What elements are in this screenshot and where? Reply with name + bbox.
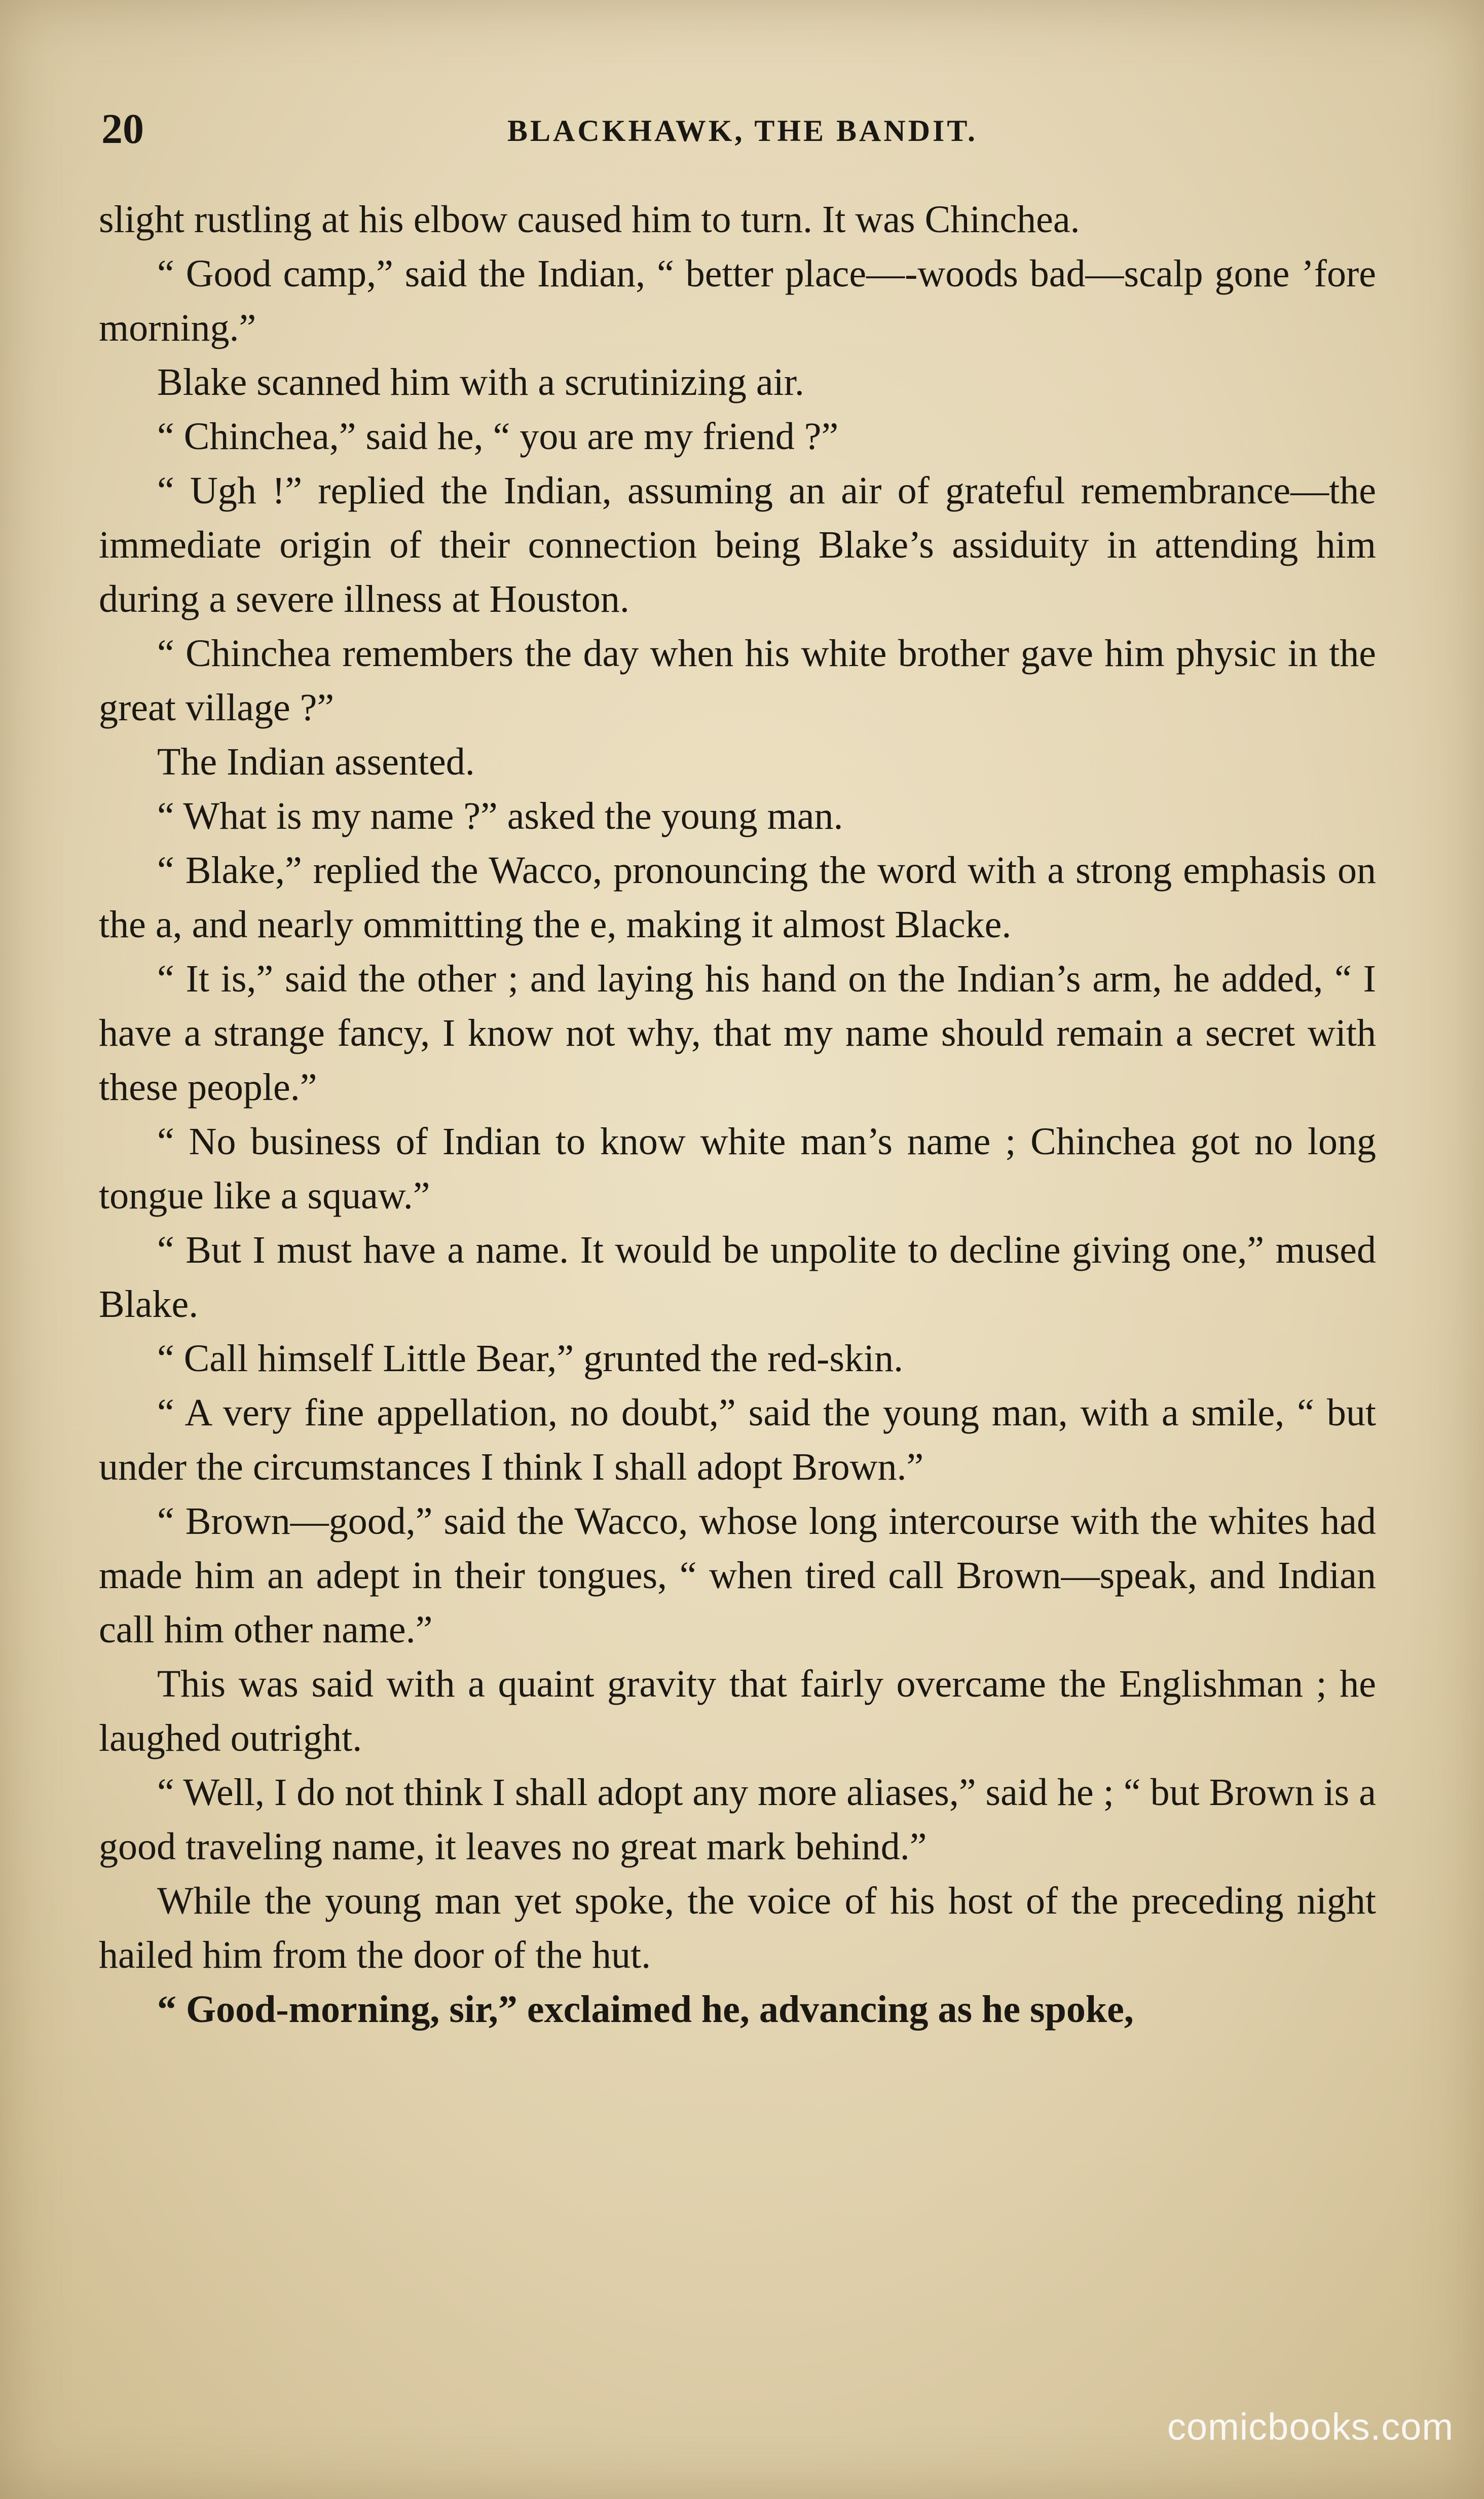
paragraph: “ Good camp,” said the Indian, “ better place—-woods bad—scalp gone ’fore morning.” — [99, 252, 1376, 349]
paragraph: “ Chinchea remembers the day when his white brother gave him physic in the great village ?” — [99, 632, 1376, 729]
paragraph: “ But I must have a name. It would be unpolite to decline giving one,” mused Blake. — [99, 1229, 1376, 1326]
paragraph: “ What is my name ?” asked the young man. — [157, 795, 843, 837]
paragraph: This was said with a quaint gravity that fairly overcame the Englishman ; he laughed outright. — [99, 1663, 1376, 1759]
paragraph: “ A very fine appellation, no doubt,” said the young man, with a smile, “ but under the circumstances I think I shall adopt Brown.” — [99, 1391, 1376, 1488]
paragraph: “ Well, I do not think I shall adopt any more aliases,” said he ; “ but Brown is a good traveling name, it leaves no great mark behind.” — [99, 1771, 1376, 1868]
page-header — [101, 101, 1384, 157]
watermark: comicbooks.com — [1167, 2406, 1454, 2448]
paragraph: While the young man yet spoke, the voice of his host of the preceding night hailed him from the door of the hut. — [99, 1880, 1376, 1976]
paragraph: “ It is,” said the other ; and laying his hand on the Indian’s arm, he added, “ I have a strange fancy, I know not why, that my name should remain a secret with these people.” — [99, 958, 1376, 1109]
paragraph: “ Good-morning, sir,” exclaimed he, advancing as he spoke, — [157, 1988, 1134, 2031]
paragraph: The Indian assented. — [157, 741, 475, 783]
paragraph: slight rustling at his elbow caused him to turn. It was Chinchea. — [99, 198, 1080, 241]
paragraph: “ Ugh !” replied the Indian, assuming an air of grateful remembrance—the immediate origin of their connection being Blake’s assiduity in attending him during a severe illness at Houston. — [99, 469, 1376, 620]
paragraph: Blake scanned him with a scrutinizing air. — [157, 361, 804, 403]
paragraph: “ Call himself Little Bear,” grunted the red-skin. — [157, 1337, 904, 1380]
paragraph: “ Blake,” replied the Wacco, pronouncing the word with a strong emphasis on the a, and nearly ommitting the e, making it almost Blacke. — [99, 849, 1376, 946]
paragraph: “ Brown—good,” said the Wacco, whose long intercourse with the whites had made him an adept in their tongues, “ when tired call Brown—speak, and Indian call him other name.” — [99, 1500, 1376, 1651]
running-title: BLACKHAWK, THE BANDIT. — [507, 114, 978, 148]
paragraph: “ No business of Indian to know white man’s name ; Chinchea got no long tongue like a squaw.” — [99, 1120, 1376, 1217]
paragraph: “ Chinchea,” said he, “ you are my friend ?” — [157, 415, 839, 458]
page-number: 20 — [101, 105, 144, 153]
page-body — [99, 193, 1376, 2037]
